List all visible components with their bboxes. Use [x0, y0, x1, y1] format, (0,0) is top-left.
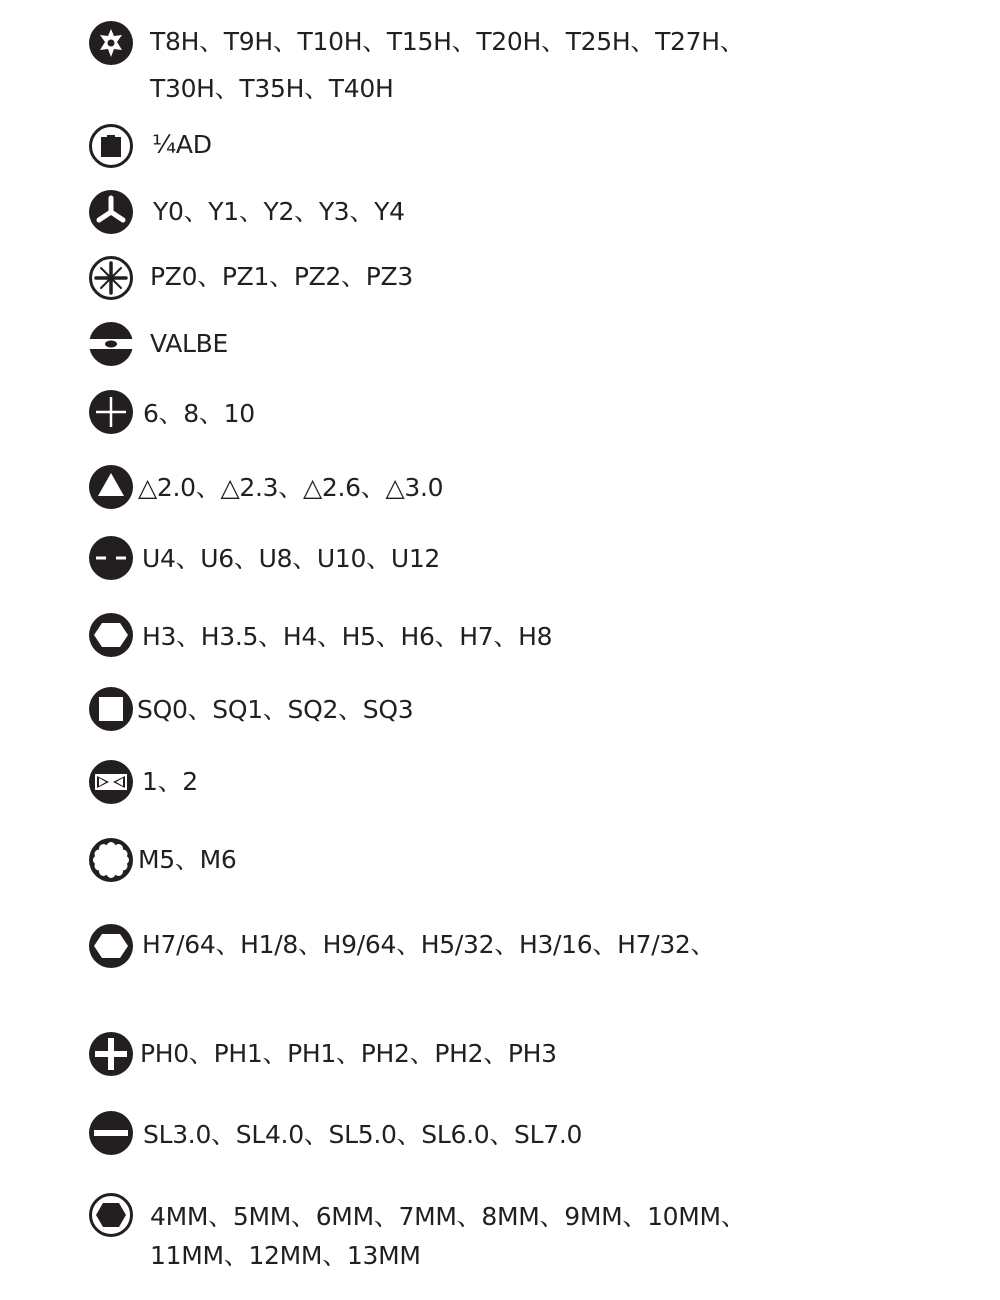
pozidriv-icon	[88, 255, 134, 301]
list-item-text: M5、M6	[138, 845, 237, 874]
cross-icon	[88, 389, 134, 435]
list-item-text: H7/64、H1/8、H9/64、H5/32、H3/16、H7/32、	[142, 930, 716, 959]
phillips-icon	[88, 1031, 134, 1077]
square-adapter-icon	[88, 123, 134, 169]
list-item-text: U4、U6、U8、U10、U12	[142, 544, 441, 573]
list-item-text: PZ0、PZ1、PZ2、PZ3	[150, 262, 413, 291]
list-item-text: PH0、PH1、PH1、PH2、PH2、PH3	[140, 1039, 557, 1068]
tri-wing-icon	[88, 189, 134, 235]
list-item-text: 6、8、10	[143, 399, 255, 428]
square-icon	[88, 686, 134, 732]
list-item-text: 4MM、5MM、6MM、7MM、8MM、9MM、10MM、	[150, 1202, 746, 1231]
list-item-text: Y0、Y1、Y2、Y3、Y4	[153, 197, 405, 226]
list-item-text: H3、H3.5、H4、H5、H6、H7、H8	[142, 622, 553, 651]
list-item-text: T8H、T9H、T10H、T15H、T20H、T25H、T27H、	[150, 27, 745, 56]
triple-square-icon	[88, 837, 134, 883]
hex-icon	[88, 612, 134, 658]
torx-security-icon	[88, 20, 134, 66]
list-item-text: SQ0、SQ1、SQ2、SQ3	[137, 695, 414, 724]
clutch-icon	[88, 759, 134, 805]
u-spanner-icon	[88, 535, 134, 581]
list-item-text: VALBE	[150, 329, 228, 358]
slotted-icon	[88, 1110, 134, 1156]
list-item-text: △2.0、△2.3、△2.6、△3.0	[138, 473, 444, 502]
hex-socket-icon	[88, 1192, 134, 1238]
list-item-text: T30H、T35H、T40H	[150, 74, 394, 103]
list-item-text: SL3.0、SL4.0、SL5.0、SL6.0、SL7.0	[143, 1120, 583, 1149]
valve-icon	[88, 321, 134, 367]
list-item-text: 11MM、12MM、13MM	[150, 1241, 421, 1270]
hex-inch-icon	[88, 923, 134, 969]
list-item-text: 1、2	[142, 767, 198, 796]
list-item-text: ¼AD	[152, 130, 212, 159]
triangle-icon	[88, 464, 134, 510]
